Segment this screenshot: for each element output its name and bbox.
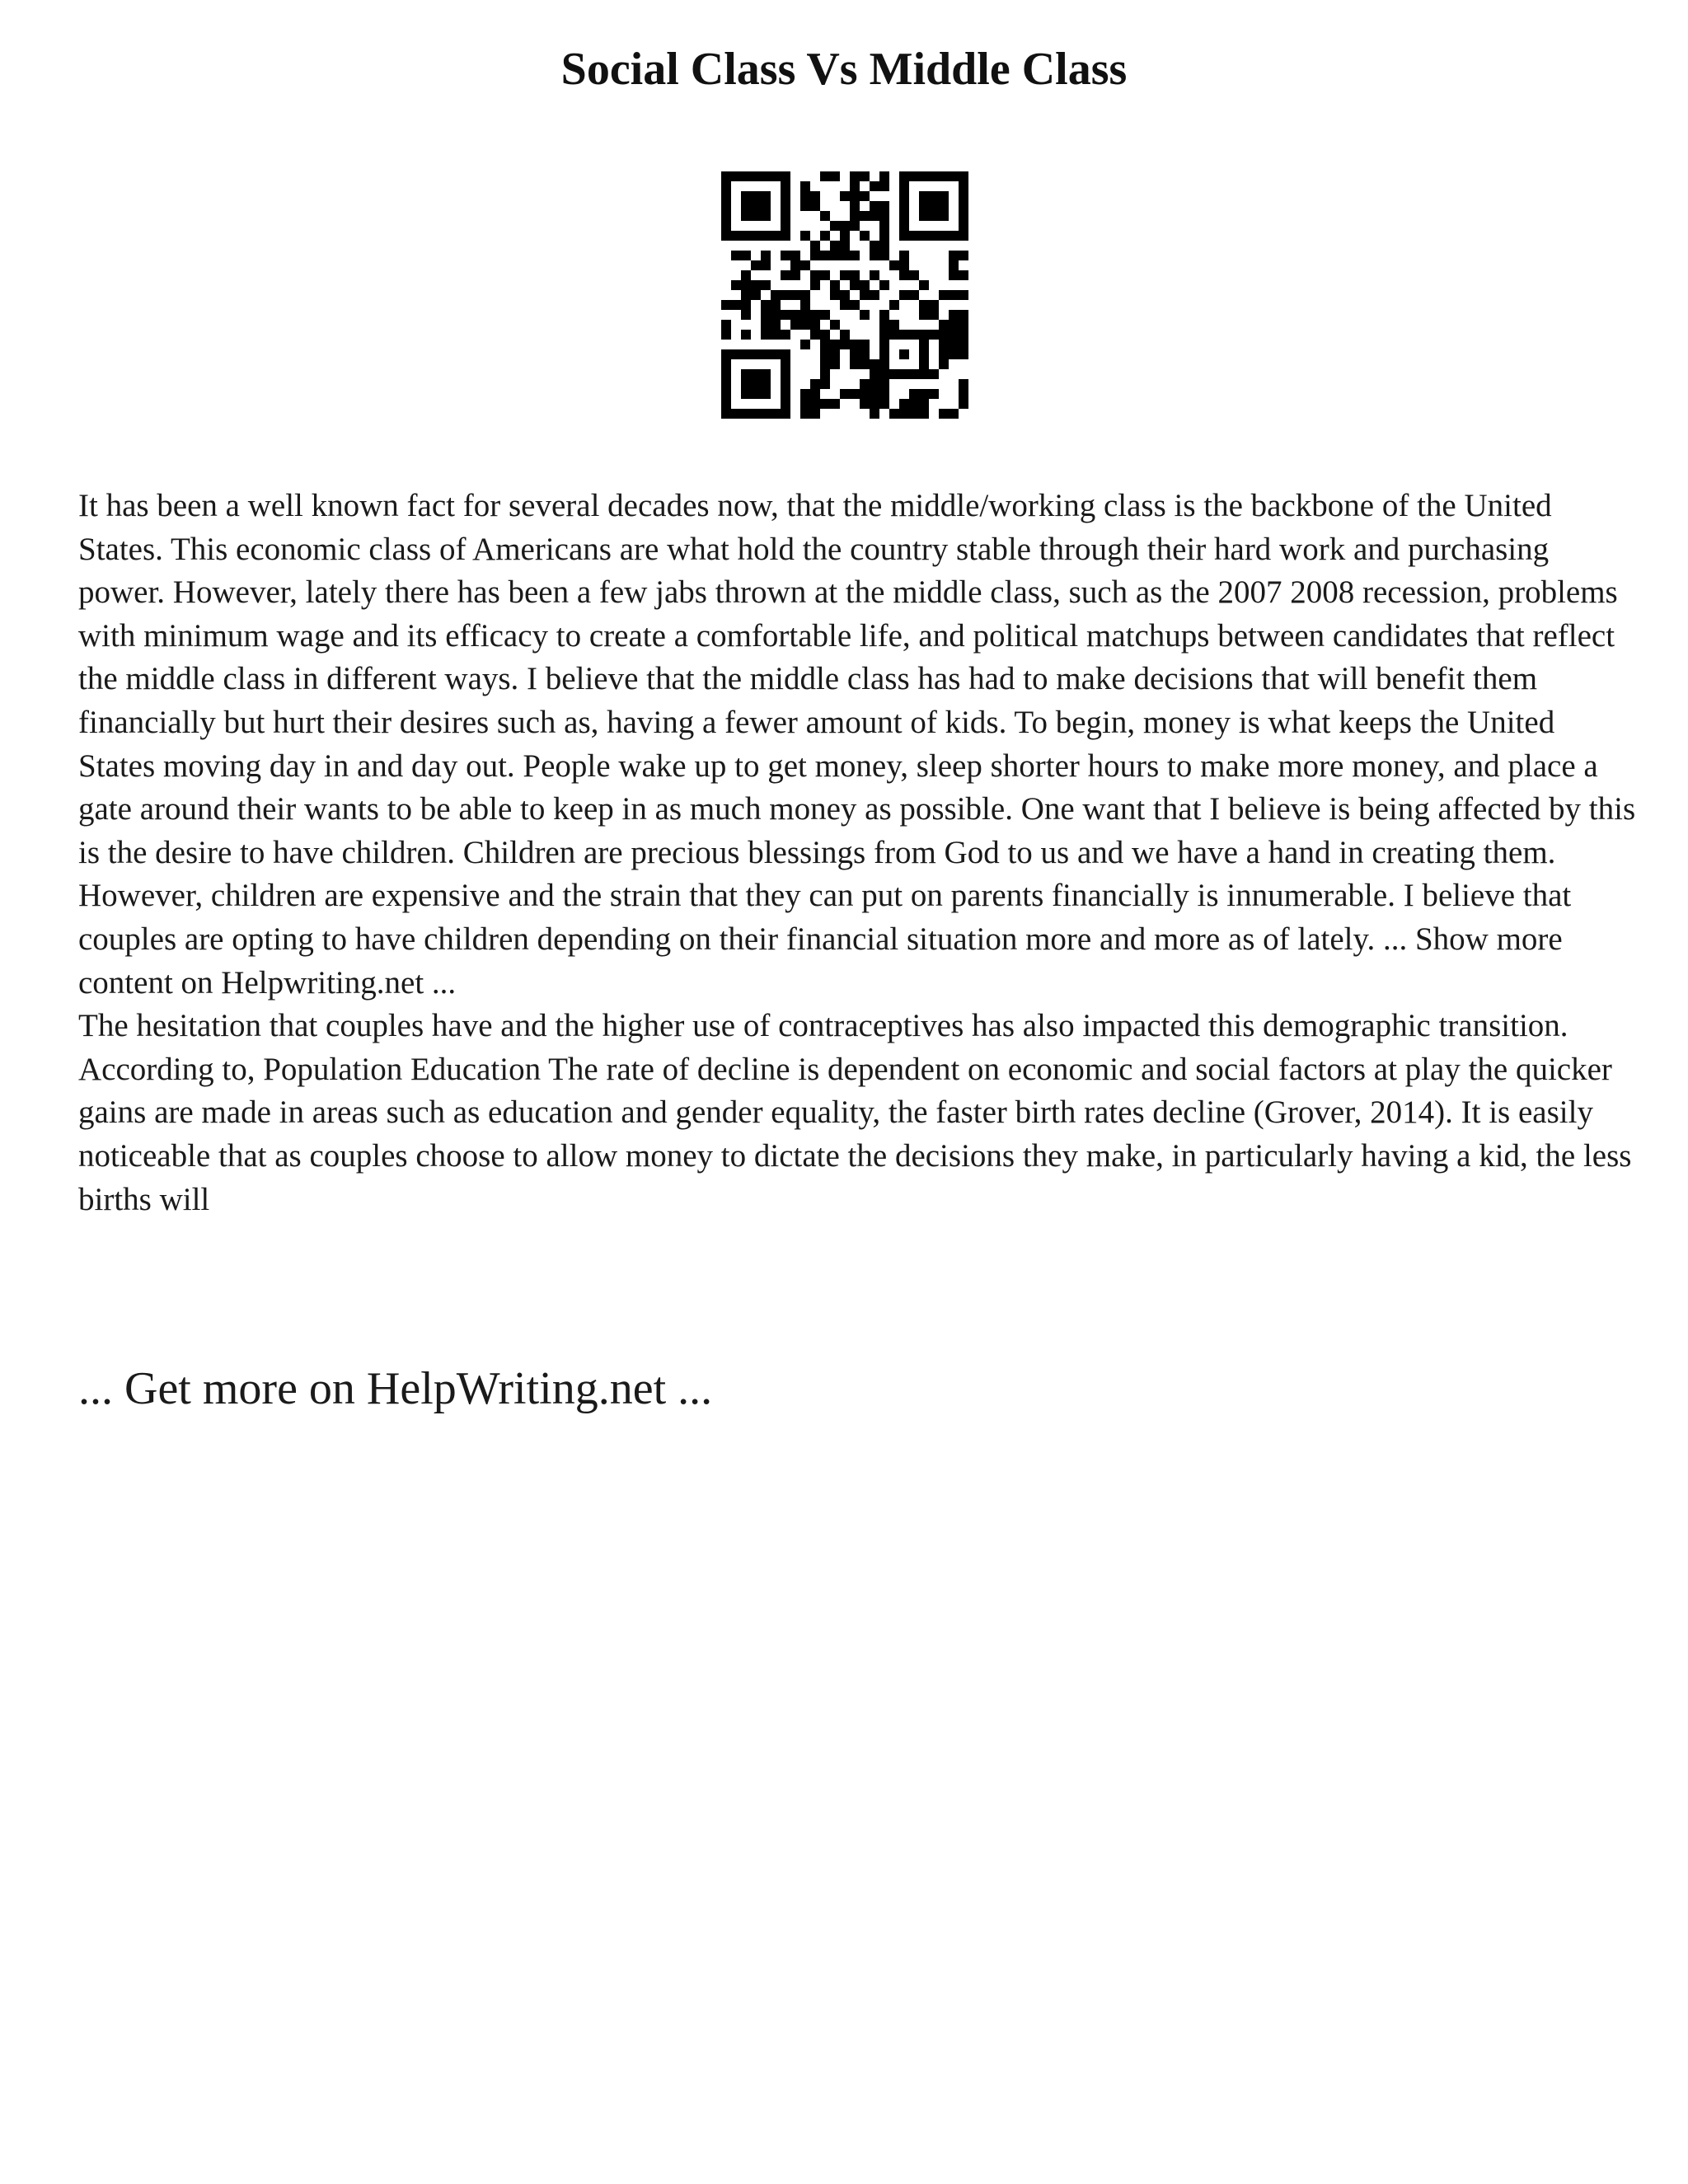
page-title: Social Class Vs Middle Class <box>560 44 1128 95</box>
paragraph: The hesitation that couples have and the higher use of contraceptives has also impacted this demographic transition. According to, Population Education The rate of decline is dependent on economic and social factors at play the quicker gains are made in areas such as education and gender equality, the faster birth rates decline (Grover, 2014). It is easily noticeable that as couples choose to allow money to dictate the decisions they make, in particularly having a kid, the less births will <box>78 1008 1632 1217</box>
get-more-link[interactable]: ... Get more on HelpWriting.net ... <box>78 1363 713 1414</box>
article-body <box>78 485 1636 1221</box>
qr-code-icon <box>721 171 968 419</box>
paragraph: It has been a well known fact for several decades now, that the middle/working class is the backbone of the United States. This economic class of Americans are what hold the country stable through their hard work and purchasing power. However, lately there has been a few jabs thrown at the middle class, such as the 2007 2008 recession, problems with minimum wage and its efficacy to create a comfortable life, and political matchups between candidates that reflect the middle class in different ways. I believe that the middle class has had to make decisions that will benefit them financially but hurt their desires such as, having a fewer amount of kids. To begin, money is what keeps the United States moving day in and day out. People wake up to get money, sleep shorter hours to make more money, and place a gate around their wants to be able to keep in as much money as possible. One want that I believe is being affected by this is the desire to have children. Children are precious blessings from God to us and we have a hand in creating them. However, children are expensive and the strain that they can put on parents financially is innumerable. I believe that couples are opting to have children depending on their financial situation more and more as of lately. ... Show more content on Helpwriting.net ... <box>78 488 1636 1001</box>
